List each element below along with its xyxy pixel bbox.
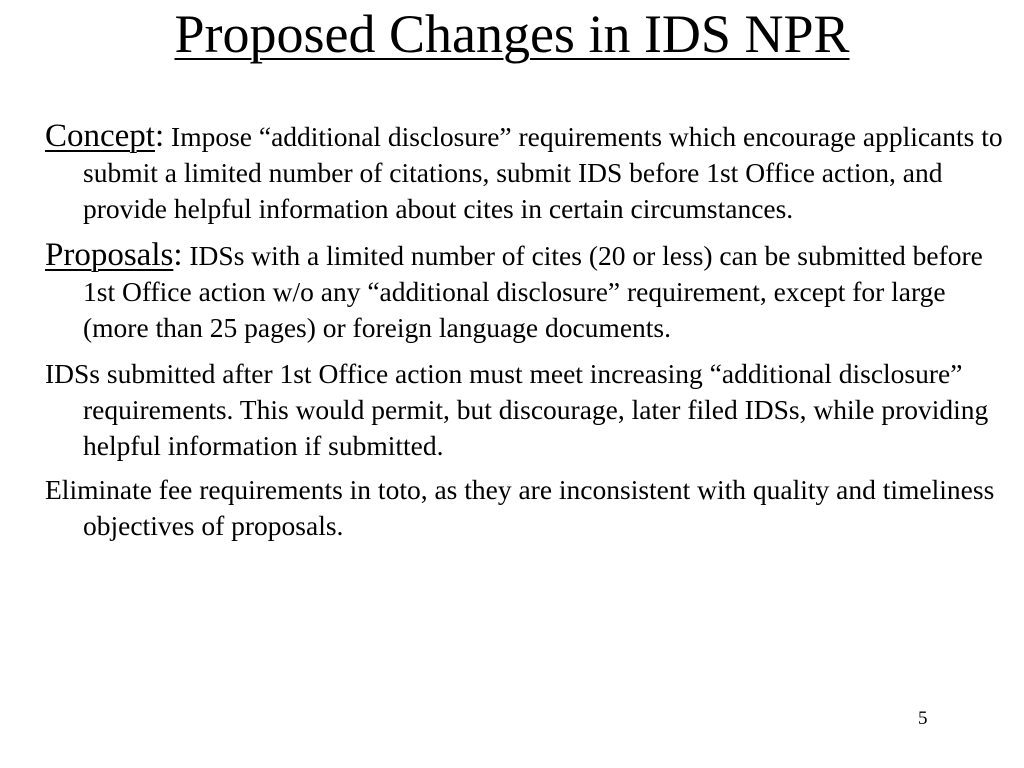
concept-colon: : [154, 118, 165, 154]
proposals-text: IDSs with a limited number of cites (20 or less) can be submitted before 1st Office action w/o any “additional disclosure” requirement, except for large (more than 25 pages) or foreign language documents. [83, 240, 983, 343]
proposals-label: Proposals [45, 237, 174, 273]
proposals-paragraph [45, 237, 1005, 346]
slide-title: Proposed Changes in IDS NPR [174, 4, 850, 64]
fees-paragraph: Eliminate fee requirements in toto, as they are inconsistent with quality and timeliness objectives of proposals. [45, 474, 995, 541]
slide-body [45, 118, 1005, 552]
concept-paragraph [45, 118, 1005, 227]
page-number: 5 [918, 708, 928, 729]
concept-text: Impose “additional disclosure” requirements which encourage applicants to submit a limited number of citations, submit IDS before 1st Office action, and provide helpful information about cites in certain circumstances. [83, 121, 1003, 224]
concept-label: Concept [45, 118, 155, 154]
proposals-colon: : [173, 237, 183, 273]
after-first-action-paragraph: IDSs submitted after 1st Office action must meet increasing “additional disclosure” requirements. This would permit, but discourage, later filed IDSs, while providing helpful information if submitted. [45, 358, 989, 461]
